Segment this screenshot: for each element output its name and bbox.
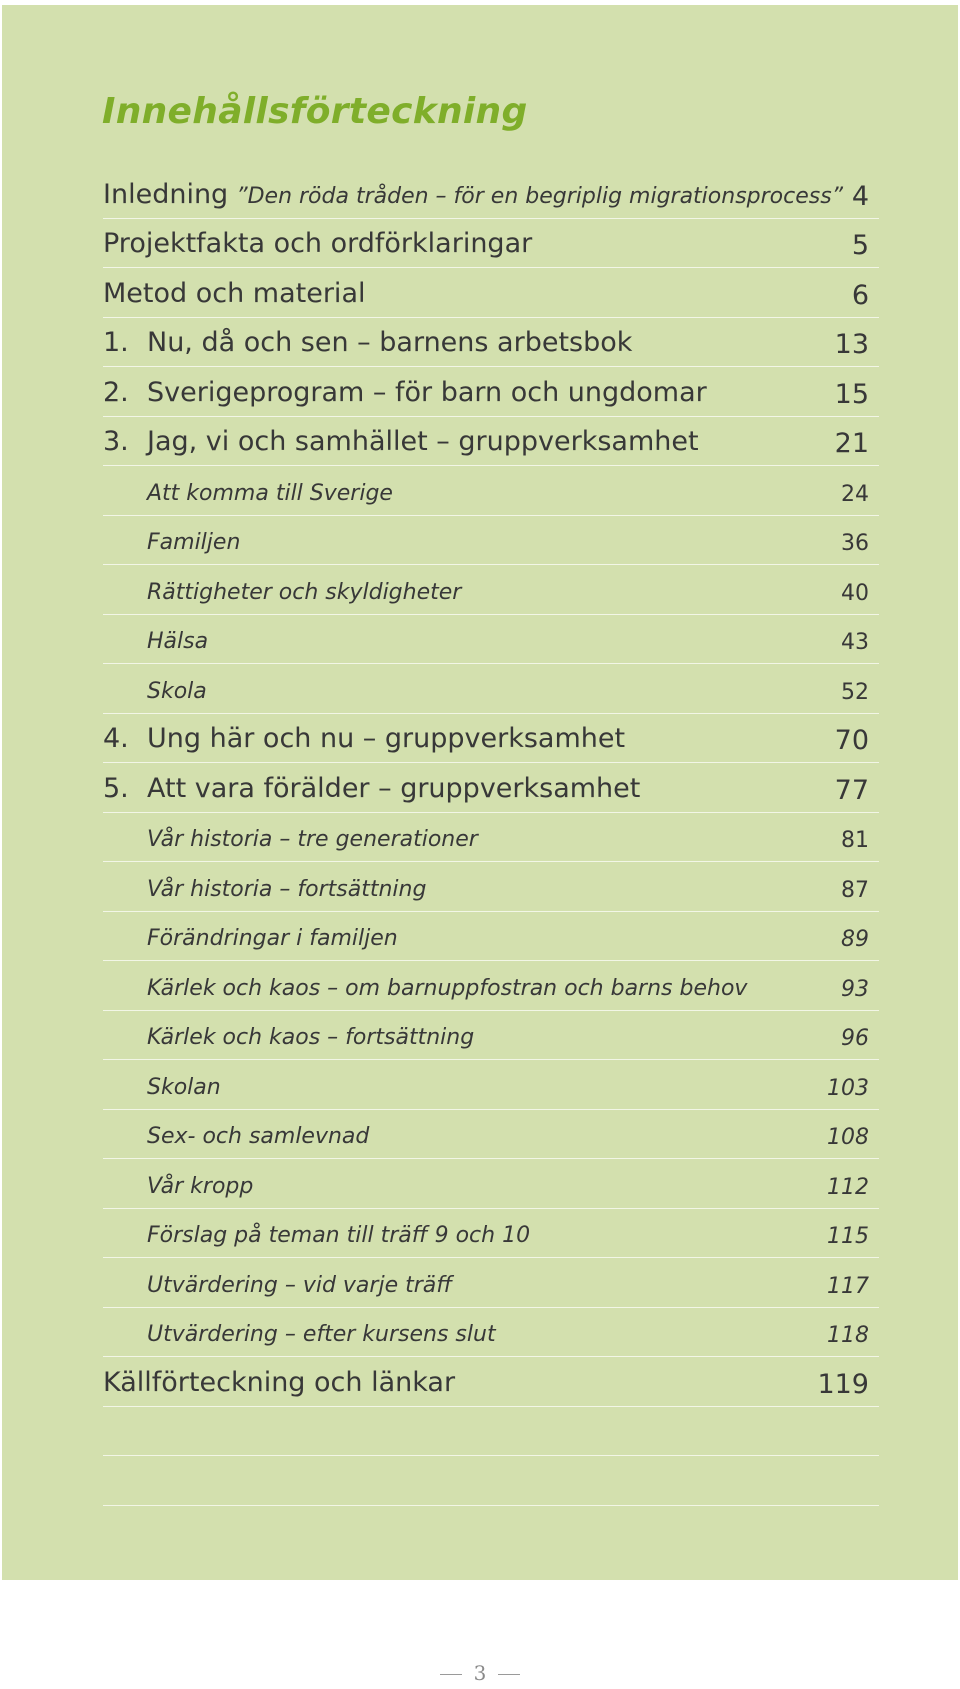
entry-page: 77: [834, 774, 869, 806]
entry-label: Vår historia – fortsättning: [147, 876, 427, 902]
blank-rule: [103, 1456, 879, 1506]
entry-label: Förslag på teman till träff 9 och 10: [147, 1223, 531, 1248]
page-footer: [0, 1661, 960, 1685]
entry-page: 43: [841, 630, 869, 655]
entry-page: 89: [841, 927, 869, 952]
toc-subentry[interactable]: [103, 1159, 879, 1209]
entry-page: 93: [841, 976, 869, 1002]
entry-label: Rättigheter och skyldigheter: [147, 579, 462, 605]
entry-label: Metod och material: [103, 277, 366, 309]
toc-subentry[interactable]: [103, 664, 879, 714]
footer-dash-left: [440, 1674, 462, 1676]
entry-label: Jag, vi och samhället – gruppverksamhet: [147, 426, 699, 457]
entry-page: 87: [841, 877, 869, 903]
entry-label: Nu, då och sen – barnens arbetsbok: [147, 327, 633, 358]
toc-subentry[interactable]: [103, 516, 879, 566]
entry-page: 21: [834, 428, 869, 459]
entry-label: Ung här och nu – gruppverksamhet: [147, 723, 626, 754]
toc-subentry[interactable]: [103, 961, 879, 1011]
entry-label: Familjen: [147, 530, 241, 555]
entry-label: Förändringar i familjen: [147, 926, 398, 951]
entry-label: Projektfakta och ordförklaringar: [103, 228, 533, 259]
toc-subentry[interactable]: [103, 565, 879, 615]
toc-entry-projektfakta[interactable]: [103, 219, 879, 269]
toc-entry-metod[interactable]: [103, 268, 879, 318]
entry-page: 103: [827, 1075, 869, 1101]
entry-page: 119: [817, 1368, 869, 1400]
entry-page: 117: [827, 1273, 869, 1299]
entry-label: Kärlek och kaos – om barnuppfostran och barns behov: [147, 975, 748, 1001]
entry-page: 115: [827, 1224, 869, 1249]
chapter-number: 3.: [103, 426, 129, 457]
toc-subentry[interactable]: [103, 466, 879, 516]
entry-label: Sex- och samlevnad: [147, 1124, 370, 1149]
toc-entry-chapter-5[interactable]: [103, 763, 879, 813]
chapter-number: 5.: [103, 772, 129, 804]
entry-label: Att vara förälder – gruppverksamhet: [147, 772, 641, 804]
toc-subentry[interactable]: [103, 813, 879, 863]
footer-dash-right: [498, 1674, 520, 1676]
entry-page: 40: [841, 580, 869, 606]
entry-page: 4: [851, 180, 869, 212]
entry-label: Utvärdering – efter kursens slut: [147, 1322, 496, 1347]
toc-entry-chapter-2[interactable]: [103, 367, 879, 417]
entry-page: 15: [834, 378, 869, 410]
entry-label: Sverigeprogram – för barn och ungdomar: [147, 376, 707, 408]
toc-subentry[interactable]: [103, 1110, 879, 1160]
toc-subentry[interactable]: [103, 912, 879, 962]
entry-label: Att komma till Sverige: [147, 480, 393, 506]
page-number: 3: [473, 1661, 487, 1685]
entry-page: 118: [827, 1323, 869, 1348]
entry-label: Vår kropp: [147, 1173, 254, 1199]
entry-label: Utvärdering – vid varje träff: [147, 1272, 453, 1298]
chapter-number: 1.: [103, 327, 129, 358]
entry-page: 81: [841, 828, 869, 853]
entry-page: 13: [834, 329, 869, 360]
entry-subtitle: ”Den röda tråden – för en begriplig migrationsprocess”: [236, 183, 844, 209]
toc-subentry[interactable]: [103, 1011, 879, 1061]
entry-label: Källförteckning och länkar: [103, 1366, 456, 1398]
content-panel: [2, 5, 958, 1580]
toc-entry-inledning[interactable]: [103, 169, 879, 219]
chapter-number: 4.: [103, 723, 129, 754]
toc-entry-kallforteckning[interactable]: [103, 1357, 879, 1407]
entry-page: 108: [827, 1125, 869, 1150]
toc-subentry[interactable]: [103, 1258, 879, 1308]
entry-page: 70: [834, 725, 869, 756]
chapter-number: 2.: [103, 376, 129, 408]
entry-label: Vår historia – tre generationer: [147, 827, 478, 852]
toc-entry-chapter-4[interactable]: [103, 714, 879, 764]
entry-page: 52: [841, 679, 869, 705]
toc-entry-chapter-3[interactable]: [103, 417, 879, 467]
toc-entry-chapter-1[interactable]: [103, 318, 879, 368]
page-title: Innehållsförteckning: [102, 91, 528, 132]
entry-page: 6: [851, 279, 869, 311]
entry-label: Skola: [147, 678, 207, 704]
entry-label: Skolan: [147, 1074, 221, 1100]
toc-subentry[interactable]: [103, 615, 879, 665]
toc-subentry[interactable]: [103, 1209, 879, 1259]
entry-page: 36: [841, 531, 869, 556]
toc-subentry[interactable]: [103, 1308, 879, 1358]
entry-page: 5: [851, 230, 869, 261]
blank-rule: [103, 1407, 879, 1457]
entry-page: 112: [827, 1174, 869, 1200]
toc-subentry[interactable]: [103, 1060, 879, 1110]
entry-page: 24: [841, 481, 869, 507]
entry-label: Kärlek och kaos – fortsättning: [147, 1025, 475, 1050]
table-of-contents: [103, 169, 879, 1506]
entry-page: 96: [841, 1026, 869, 1051]
entry-label: Hälsa: [147, 629, 209, 654]
entry-label: Inledning: [103, 178, 229, 210]
toc-subentry[interactable]: [103, 862, 879, 912]
